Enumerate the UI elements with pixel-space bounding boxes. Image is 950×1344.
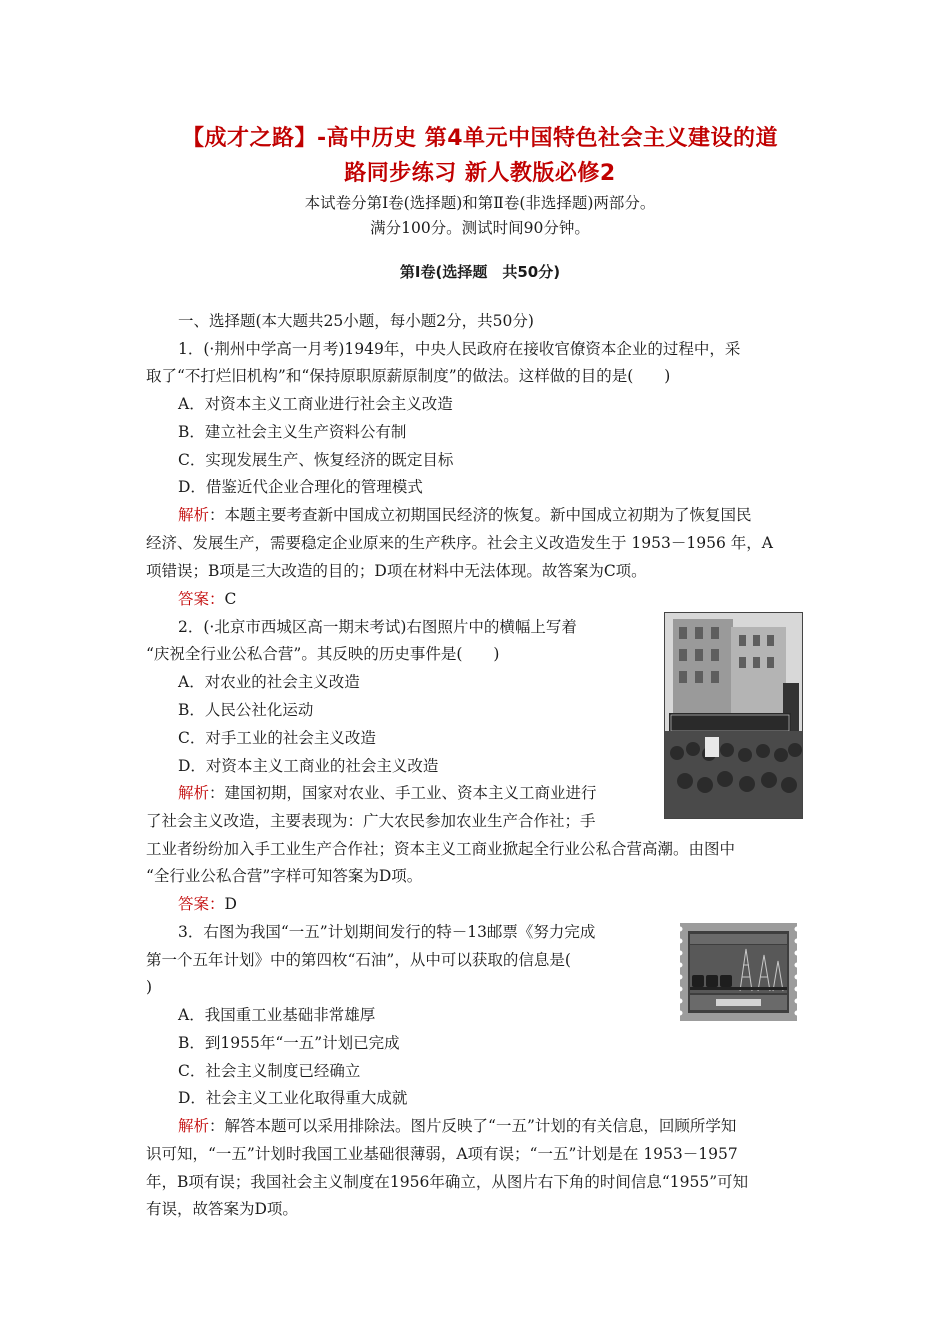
intro-line1: 本试卷分第Ⅰ卷(选择题)和第Ⅱ卷(非选择题)两部分。 [304, 194, 656, 212]
q2-option-b: B．人民公社化运动 [178, 701, 314, 719]
section-instruction: 一、选择题(本大题共25小题，每小题2分，共50分) [178, 312, 534, 330]
document-title-line1: 【成才之路】-高中历史 第4单元中国特色社会主义建设的道 [181, 126, 779, 151]
parade-photo [664, 612, 803, 819]
q1-option-b: B．建立社会主义生产资料公有制 [178, 423, 407, 441]
q1-stem-line1: 1．(·荆州中学高一月考)1949年，中央人民政府在接收官僚资本企业的过程中，采 [178, 340, 741, 358]
q3-analysis-line1: 解析：解答本题可以采用排除法。图片反映了“一五”计划的有关信息，回顾所学知 [178, 1117, 737, 1135]
q1-answer: 答案：C [178, 590, 237, 608]
q2-analysis-line2: 了社会主义改造，主要表现为：广大农民参加农业生产合作社；手 [146, 812, 596, 830]
oil-stamp [680, 923, 797, 1021]
q3-option-d: D．社会主义工业化取得重大成就 [178, 1089, 408, 1107]
q1-option-a: A．对资本主义工商业进行社会主义改造 [178, 395, 453, 413]
q1-option-c: C．实现发展生产、恢复经济的既定目标 [178, 451, 454, 469]
q3-stem-line3: ) [146, 978, 153, 996]
q2-analysis-line1: 解析：建国初期，国家对农业、手工业、资本主义工商业进行 [178, 784, 597, 802]
q2-analysis-label: 解析 [178, 784, 210, 802]
q1-option-d: D．借鉴近代企业合理化的管理模式 [178, 478, 423, 496]
q3-stem-line2: 第一个五年计划》中的第四枚“石油”，从中可以获取的信息是( [146, 951, 571, 969]
q2-analysis-line4: “全行业公私合营”字样可知答案为D项。 [146, 867, 423, 885]
intro-line2: 满分100分。测试时间90分钟。 [370, 219, 590, 237]
q2-analysis-line3: 工业者纷纷加入手工业生产合作社；资本主义工商业掀起全行业公私合营高潮。由图中 [146, 840, 736, 858]
oil-stamp-image [680, 923, 797, 1021]
q3-analysis-line3: 年，B项有误；我国社会主义制度在1956年确立，从图片右下角的时间信息“1955”可知 [146, 1173, 749, 1191]
q3-stem-line1: 3．右图为我国“一五”计划期间发行的特－13邮票《努力完成 [178, 923, 596, 941]
q2-stem-line1: 2．(·北京市西城区高一期末考试)右图照片中的横幅上写着 [178, 618, 577, 636]
q1-analysis-label: 解析 [178, 506, 210, 524]
q1-analysis-line2: 经济、发展生产，需要稳定企业原来的生产秩序。社会主义改造发生于 1953－1956 年，A [146, 534, 773, 552]
q1-analysis-line3: 项错误；B项是三大改造的目的；D项在材料中无法体现。故答案为C项。 [146, 562, 647, 580]
q1-analysis-line1: 解析：本题主要考查新中国成立初期国民经济的恢复。新中国成立初期为了恢复国民 [178, 506, 752, 524]
q3-option-c: C．社会主义制度已经确立 [178, 1062, 361, 1080]
q2-answer: 答案：D [178, 895, 237, 913]
q2-stem-line2: “庆祝全行业公私合营”。其反映的历史事件是( ) [146, 645, 500, 663]
q2-option-c: C．对手工业的社会主义改造 [178, 729, 376, 747]
q2-option-d: D．对资本主义工商业的社会主义改造 [178, 757, 439, 775]
q1-stem-line2: 取了“不打烂旧机构”和“保持原职原薪原制度”的做法。这样做的目的是( ) [146, 367, 671, 385]
q2-answer-label: 答案： [178, 895, 225, 913]
q3-option-a: A．我国重工业基础非常雄厚 [178, 1006, 376, 1024]
q3-analysis-label: 解析 [178, 1117, 210, 1135]
section-title: 第Ⅰ卷(选择题 共50分) [399, 263, 561, 281]
document-title-line2: 路同步练习 新人教版必修2 [344, 161, 616, 186]
q2-option-a: A．对农业的社会主义改造 [178, 673, 360, 691]
q3-option-b: B．到1955年“一五”计划已完成 [178, 1034, 400, 1052]
q3-analysis-line2: 识可知，“一五”计划时我国工业基础很薄弱，A项有误；“一五”计划是在 1953－1957 [146, 1145, 738, 1163]
q1-answer-label: 答案： [178, 590, 225, 608]
parade-photo-image [665, 613, 802, 818]
q3-analysis-line4: 有误，故答案为D项。 [146, 1200, 298, 1218]
